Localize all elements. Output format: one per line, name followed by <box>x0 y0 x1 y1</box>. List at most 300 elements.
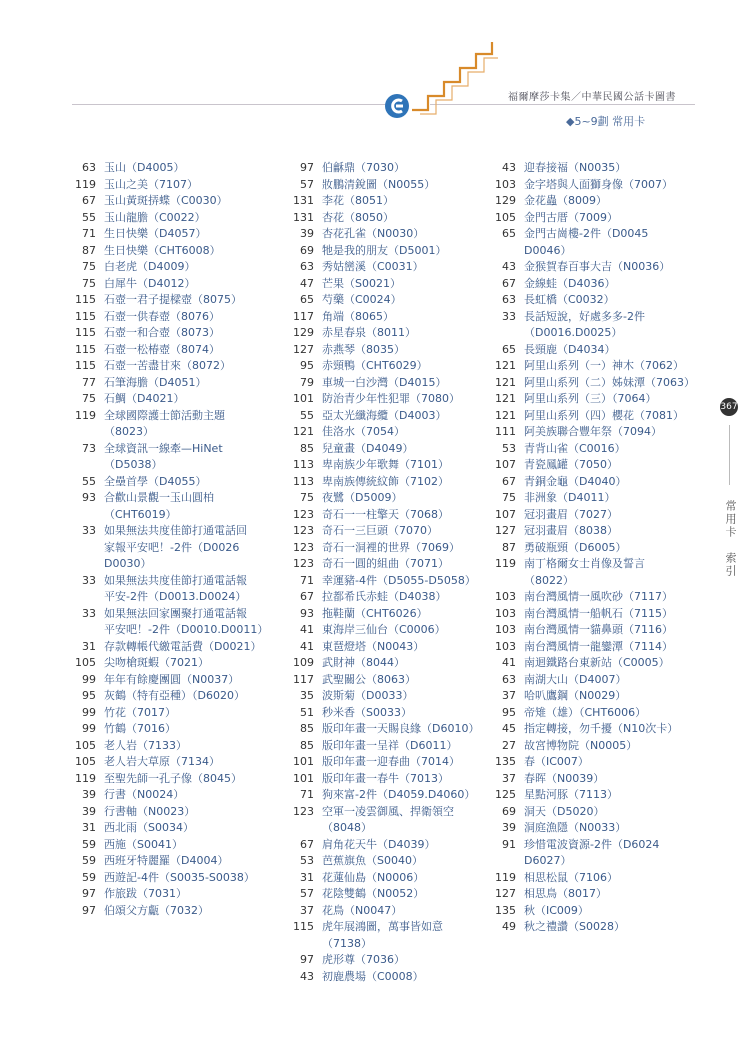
entry-page-number: 101 <box>293 392 314 405</box>
entry-title: 秒米香（S0033） <box>322 705 412 719</box>
entry-page-number: 39 <box>82 788 96 801</box>
index-entry <box>60 837 285 854</box>
index-entry <box>60 870 285 887</box>
index-entry <box>480 672 705 689</box>
entry-title: 妝鵬清銳圖（N0055） <box>322 177 436 191</box>
entry-title: 卑南族少年歌舞（7101） <box>322 458 449 471</box>
entry-title: 石筆海膽（D4051） <box>104 375 207 389</box>
index-entry <box>480 754 705 771</box>
entry-title: 夜鷺（D5009） <box>322 491 403 504</box>
entry-page-number: 75 <box>82 260 96 273</box>
entry-title: 牠是我的朋友（D5001） <box>322 243 447 257</box>
index-entry <box>278 226 498 243</box>
entry-page-number: 55 <box>82 474 96 488</box>
entry-title: 阿里山系列（四）櫻花（7081） <box>524 408 684 422</box>
index-entry <box>60 375 285 392</box>
entry-title: 金字塔與人面獅身像（7007） <box>524 177 673 191</box>
side-label: 常用卡 索引 <box>724 500 737 578</box>
index-entry <box>480 540 705 557</box>
index-entry <box>278 672 498 689</box>
entry-title: 玉山之美（7107） <box>104 177 198 191</box>
index-entry <box>60 226 285 243</box>
entry-page-number: 27 <box>502 738 516 752</box>
index-entry <box>480 226 705 243</box>
index-entry <box>480 837 705 854</box>
entry-title: 如果無法共度佳節打通電話報 <box>104 573 247 587</box>
stairs-ornament-icon <box>410 40 500 115</box>
index-entry <box>480 787 705 804</box>
index-entry <box>60 771 285 788</box>
index-entry <box>60 391 285 408</box>
index-entry <box>278 507 498 524</box>
index-entry <box>278 259 498 276</box>
entry-page-number: 49 <box>502 920 516 933</box>
entry-page-number: 95 <box>502 705 516 719</box>
entry-page-number: 73 <box>82 441 96 455</box>
entry-page-number: 119 <box>75 177 96 191</box>
entry-page-number: 105 <box>75 738 96 752</box>
index-entry <box>480 177 705 194</box>
index-entry <box>60 672 285 689</box>
entry-page-number: 97 <box>82 887 96 900</box>
entry-page-number: 121 <box>495 392 516 405</box>
entry-title: 花陰雙鶴（N0052） <box>322 887 425 900</box>
entry-title: 虎形尊（7036） <box>322 953 405 966</box>
index-entry <box>60 441 285 458</box>
entry-title-continued: （D5038） <box>104 458 163 471</box>
entry-title: 長頸鹿（D4034） <box>524 342 616 356</box>
entry-title: 青瓷鳳罐（7050） <box>524 458 618 471</box>
index-entry <box>278 276 498 293</box>
entry-page-number: 131 <box>293 210 314 224</box>
entry-page-number: 75 <box>300 491 314 504</box>
entry-page-number: 39 <box>300 227 314 240</box>
index-entry <box>278 342 498 359</box>
index-entry <box>278 160 498 177</box>
entry-title: 狗來富-2件（D4059.D4060） <box>322 788 476 801</box>
index-entry <box>480 804 705 821</box>
entry-page-number: 125 <box>495 788 516 801</box>
index-entry <box>60 259 285 276</box>
index-entry <box>480 160 705 177</box>
entry-title: 武財神（8044） <box>322 656 405 669</box>
index-entry <box>480 358 705 375</box>
entry-title: 南湖大山（D4007） <box>524 672 627 686</box>
entry-title: 尖吻槍斑蝦（7021） <box>104 656 209 669</box>
entry-page-number: 53 <box>300 854 314 867</box>
entry-page-number: 57 <box>300 177 314 191</box>
entry-page-number: 41 <box>300 623 314 636</box>
entry-title-continued: D0046） <box>524 243 572 257</box>
index-entry <box>480 820 705 837</box>
entry-title: 版印年畫一迎春曲（7014） <box>322 755 460 768</box>
index-entry <box>278 424 498 441</box>
index-entry <box>278 292 498 309</box>
index-entry <box>278 556 498 573</box>
index-entry <box>480 919 705 936</box>
entry-page-number: 127 <box>495 524 516 537</box>
entry-page-number: 119 <box>495 557 516 570</box>
index-entry <box>60 688 285 705</box>
entry-page-number: 107 <box>495 507 516 521</box>
entry-page-number: 113 <box>293 474 314 488</box>
entry-page-number: 87 <box>502 540 516 554</box>
entry-title-continued: 平安吧！-2件（D0010.D0011） <box>104 623 269 636</box>
index-column-2 <box>278 160 498 985</box>
entry-page-number: 129 <box>495 194 516 207</box>
index-entry <box>480 705 705 722</box>
entry-page-number: 51 <box>300 705 314 719</box>
index-entry <box>278 325 498 342</box>
entry-page-number: 135 <box>495 903 516 917</box>
index-entry <box>60 886 285 903</box>
entry-page-number: 123 <box>293 540 314 554</box>
entry-title: 版印年畫一呈祥（D6011） <box>322 738 458 752</box>
entry-page-number: 67 <box>502 474 516 488</box>
entry-page-number: 115 <box>75 359 96 372</box>
index-entry <box>278 243 498 260</box>
index-entry <box>480 424 705 441</box>
index-entry <box>278 688 498 705</box>
entry-page-number: 63 <box>300 260 314 273</box>
entry-page-number: 31 <box>82 639 96 653</box>
entry-title-continued: （8022） <box>524 573 574 587</box>
entry-title: 春晖（N0039） <box>524 771 605 785</box>
index-entry <box>278 457 498 474</box>
entry-page-number: 57 <box>300 887 314 900</box>
entry-title: 武聖關公（8063） <box>322 672 416 686</box>
entry-title: 玉山（D4005） <box>104 161 185 174</box>
side-rule <box>729 425 730 485</box>
entry-page-number: 115 <box>75 326 96 339</box>
entry-title: 至聖先師一孔子像（8045） <box>104 771 242 785</box>
index-entry <box>278 919 498 936</box>
entry-title: 全球國際護士節活動主題 <box>104 408 225 422</box>
entry-title: 虎年展鴻圖，萬事皆如意 <box>322 920 443 933</box>
index-entry <box>60 358 285 375</box>
entry-title: 秀姑巒溪（C0031） <box>322 260 424 273</box>
entry-page-number: 71 <box>300 788 314 801</box>
publisher-title: 福爾摩莎卡集／中華民國公話卡圖書 <box>508 92 676 103</box>
entry-title: 哈叭鷹鋼（N0029） <box>524 689 627 702</box>
entry-page-number: 67 <box>502 276 516 290</box>
entry-title: 白老虎（D4009） <box>104 260 196 273</box>
index-entry <box>60 754 285 771</box>
entry-page-number: 103 <box>495 590 516 603</box>
entry-page-number: 95 <box>300 359 314 372</box>
entry-title: 南台灣風情一船帆石（7115） <box>524 606 673 620</box>
index-entry <box>278 622 498 639</box>
entry-title: 勇破瓶頸（D6005） <box>524 540 627 554</box>
index-entry <box>60 309 285 326</box>
index-entry <box>480 721 705 738</box>
entry-page-number: 93 <box>300 606 314 620</box>
entry-page-number: 109 <box>293 656 314 669</box>
index-entry <box>60 523 285 540</box>
entry-page-number: 105 <box>75 755 96 768</box>
entry-title: 非洲象（D4011） <box>524 491 616 504</box>
entry-title: 花蓮仙島（N0006） <box>322 870 425 884</box>
index-entry <box>60 606 285 623</box>
entry-page-number: 101 <box>293 755 314 768</box>
index-entry <box>278 721 498 738</box>
entry-page-number: 85 <box>300 738 314 752</box>
index-entry <box>278 309 498 326</box>
entry-page-number: 33 <box>82 573 96 587</box>
index-entry <box>278 606 498 623</box>
entry-title: 南迴鐵路台東新站（C0005） <box>524 656 670 669</box>
index-entry <box>278 589 498 606</box>
entry-page-number: 63 <box>502 672 516 686</box>
entry-page-number: 121 <box>495 375 516 389</box>
index-entry <box>278 655 498 672</box>
index-entry <box>60 573 285 590</box>
entry-page-number: 71 <box>82 227 96 240</box>
entry-title: 西班牙特麗羅（D4004） <box>104 854 229 867</box>
index-entry <box>480 276 705 293</box>
entry-page-number: 107 <box>495 458 516 471</box>
entry-title: 金猴賀春百事大吉（N0036） <box>524 260 671 273</box>
entry-title-continued: （7138） <box>322 936 372 950</box>
page-number-badge: 367 <box>720 398 738 416</box>
index-entry <box>480 457 705 474</box>
index-entry <box>278 358 498 375</box>
entry-page-number: 63 <box>502 293 516 306</box>
index-entry <box>278 193 498 210</box>
entry-title: 石壺一君子提樑壺（8075） <box>104 293 242 306</box>
entry-page-number: 41 <box>300 639 314 653</box>
entry-title: 西北雨（S0034） <box>104 821 194 834</box>
entry-title: 玉山黃斑挵蝶（C0030） <box>104 194 228 207</box>
entry-page-number: 99 <box>82 705 96 719</box>
entry-page-number: 31 <box>300 870 314 884</box>
entry-title: 年年有餘慶團圓（N0037） <box>104 672 240 686</box>
entry-title: 南台灣風情一風吹砂（7117） <box>524 590 673 603</box>
index-entry <box>278 375 498 392</box>
entry-title: 相思松鼠（7106） <box>524 870 618 884</box>
entry-title: 杏花（8050） <box>322 210 394 224</box>
entry-title: 李花（8051） <box>322 194 394 207</box>
entry-title: 洞天（D5020） <box>524 804 605 818</box>
entry-page-number: 87 <box>82 243 96 257</box>
entry-title: 金門古厝（7009） <box>524 210 618 224</box>
index-entry <box>278 754 498 771</box>
header-rule-left <box>72 104 390 105</box>
entry-title: 金線蛙（D4036） <box>524 276 616 290</box>
entry-page-number: 105 <box>75 656 96 669</box>
entry-page-number: 123 <box>293 804 314 818</box>
entry-title: 花鳥（N0047） <box>322 903 403 917</box>
entry-title-continued: （D0016.D0025） <box>524 326 623 339</box>
index-entry <box>278 853 498 870</box>
entry-page-number: 75 <box>502 491 516 504</box>
index-entry <box>278 952 498 969</box>
index-entry <box>60 804 285 821</box>
entry-page-number: 103 <box>495 606 516 620</box>
entry-title-continued: 平安-2件（D0013.D0024） <box>104 590 247 603</box>
entry-title: 阿里山系列（三）（7064） <box>524 392 657 405</box>
entry-title: 阿里山系列（一）神木（7062） <box>524 359 684 372</box>
entry-title: 東琶燈塔（N0043） <box>322 639 425 653</box>
entry-title: 行書（N0024） <box>104 788 185 801</box>
entry-title: 如果無法共度佳節打通電話回 <box>104 524 247 537</box>
index-entry <box>480 210 705 227</box>
entry-title: 兒童畫（D4049） <box>322 441 414 455</box>
index-entry <box>480 259 705 276</box>
index-entry <box>480 771 705 788</box>
entry-page-number: 71 <box>300 573 314 587</box>
entry-title: 拉都希氏赤蛙（D4038） <box>322 590 447 603</box>
entry-page-number: 67 <box>300 837 314 851</box>
entry-page-number: 115 <box>75 342 96 356</box>
index-entry <box>480 870 705 887</box>
index-entry <box>278 804 498 821</box>
entry-title: 幸運豬-4件（D5055-D5058） <box>322 573 476 587</box>
entry-page-number: 67 <box>82 194 96 207</box>
index-entry <box>278 523 498 540</box>
entry-title: 西施（S0041） <box>104 837 183 851</box>
entry-page-number: 53 <box>502 441 516 455</box>
index-entry <box>480 474 705 491</box>
entry-title-continued: 家報平安吧！-2件（D0026 <box>104 540 240 554</box>
index-entry <box>480 490 705 507</box>
entry-title: 車城一白沙灣（D4015） <box>322 375 447 389</box>
entry-page-number: 127 <box>293 342 314 356</box>
index-entry <box>480 391 705 408</box>
entry-title: 全壘首學（D4055） <box>104 474 207 488</box>
entry-page-number: 85 <box>300 441 314 455</box>
index-entry <box>60 820 285 837</box>
entry-page-number: 65 <box>502 227 516 240</box>
entry-page-number: 41 <box>502 656 516 669</box>
entry-title: 波斯菊（D0033） <box>322 689 414 702</box>
entry-title: 石壺一供春壺（8076） <box>104 309 220 323</box>
entry-title: 冠羽畫眉（8038） <box>524 524 618 537</box>
entry-title: 竹鶴（7016） <box>104 722 176 735</box>
entry-page-number: 39 <box>82 804 96 818</box>
index-entry <box>278 639 498 656</box>
entry-page-number: 135 <box>495 755 516 768</box>
entry-title: 石壺一苦盡甘來（8072） <box>104 359 231 372</box>
entry-page-number: 43 <box>502 161 516 174</box>
index-entry <box>60 655 285 672</box>
entry-page-number: 95 <box>82 689 96 702</box>
index-entry <box>60 738 285 755</box>
index-entry <box>480 292 705 309</box>
entry-title: 帝雉（雄）（CHT6006） <box>524 705 647 719</box>
entry-title: 冠羽畫眉（7027） <box>524 507 618 521</box>
entry-page-number: 117 <box>293 309 314 323</box>
entry-title: 迎春接福（N0035） <box>524 161 627 174</box>
entry-page-number: 97 <box>300 161 314 174</box>
entry-title: 合歡山景觀一玉山圓柏 <box>104 491 214 504</box>
entry-title: 奇石一圓的組曲（7071） <box>322 557 449 570</box>
index-entry <box>60 639 285 656</box>
entry-page-number: 119 <box>495 870 516 884</box>
index-entry <box>60 177 285 194</box>
index-entry <box>278 490 498 507</box>
entry-title: 防治青少年性犯罪（7080） <box>322 392 460 405</box>
entry-title: 生日快樂（CHT6008） <box>104 243 221 257</box>
entry-page-number: 37 <box>300 903 314 917</box>
entry-title: 玉山龍膽（C0022） <box>104 210 206 224</box>
index-entry <box>278 771 498 788</box>
entry-title: 阿里山系列（二）姊妹潭（7063） <box>524 375 695 389</box>
entry-title: 長話短說，好處多多-2件 <box>524 309 645 323</box>
index-entry <box>60 903 285 920</box>
index-column-1 <box>60 160 285 919</box>
entry-title: 赤頸鴨（CHT6029） <box>322 359 428 372</box>
entry-page-number: 55 <box>82 210 96 224</box>
index-entry <box>480 375 705 392</box>
entry-title: 芍藥（C0024） <box>322 293 402 306</box>
index-entry <box>480 688 705 705</box>
index-entry <box>60 342 285 359</box>
entry-title: 奇石一洞裡的世界（7069） <box>322 540 460 554</box>
index-entry <box>278 903 498 920</box>
entry-title: 青銅金龜（D4040） <box>524 474 627 488</box>
entry-page-number: 35 <box>300 689 314 702</box>
entry-title: 芭蕉旗魚（S0040） <box>322 854 423 867</box>
logo-icon <box>383 92 411 120</box>
entry-title: 佳洛水（7054） <box>322 425 405 438</box>
entry-page-number: 115 <box>293 920 314 933</box>
entry-page-number: 69 <box>502 804 516 818</box>
entry-page-number: 77 <box>82 375 96 389</box>
entry-page-number: 105 <box>495 210 516 224</box>
index-entry <box>480 886 705 903</box>
entry-title-continued: （8023） <box>104 425 154 438</box>
entry-title: 版印年畫一天賜良緣（D6010） <box>322 722 480 735</box>
entry-title: 奇石一一柱擎天（7068） <box>322 507 449 521</box>
entry-page-number: 43 <box>502 260 516 273</box>
index-entry <box>480 309 705 326</box>
entry-page-number: 103 <box>495 639 516 653</box>
entry-title: 全球資訊一線牽—HiNet <box>104 441 223 455</box>
entry-title: 作旅跋（7031） <box>104 887 187 900</box>
index-entry <box>480 606 705 623</box>
entry-title: 芒果（S0021） <box>322 276 401 290</box>
index-entry <box>480 556 705 573</box>
entry-page-number: 111 <box>495 425 516 438</box>
index-entry <box>278 705 498 722</box>
index-entry <box>278 391 498 408</box>
entry-page-number: 117 <box>293 672 314 686</box>
entry-title: 石壺一和合壺（8073） <box>104 326 220 339</box>
entry-title: 赤星春泉（8011） <box>322 326 416 339</box>
index-entry <box>480 441 705 458</box>
entry-title: 青背山雀（C0016） <box>524 441 626 455</box>
index-entry <box>60 160 285 177</box>
index-entry <box>60 325 285 342</box>
entry-title: 伯頌父方甗（7032） <box>104 903 209 917</box>
entry-title: 老人岩大草原（7134） <box>104 755 220 768</box>
entry-page-number: 65 <box>502 342 516 356</box>
index-entry <box>278 408 498 425</box>
entry-page-number: 121 <box>495 408 516 422</box>
entry-title: 指定轉接，勿千擾（N10次卡） <box>524 722 679 735</box>
entry-title: 石壺一松椿壺（8074） <box>104 342 220 356</box>
index-entry <box>480 639 705 656</box>
index-entry <box>60 853 285 870</box>
entry-title: 肩角花天牛（D4039） <box>322 837 436 851</box>
entry-title: 初鹿農場（C0008） <box>322 969 424 983</box>
entry-page-number: 119 <box>75 408 96 422</box>
index-entry <box>278 886 498 903</box>
entry-title: 金門古崗樓-2件（D0045 <box>524 227 649 240</box>
entry-title: 伯龢鼎（7030） <box>322 161 405 174</box>
entry-page-number: 33 <box>82 524 96 537</box>
